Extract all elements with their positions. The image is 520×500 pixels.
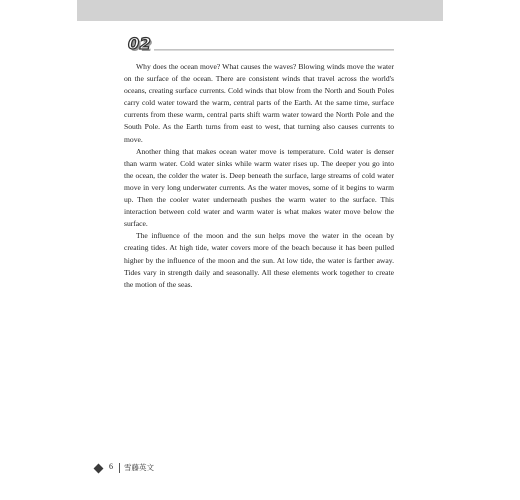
paragraph-2: Another thing that makes ocean water move is temperature. Cold water is denser than warm water. Cold water sinks while warm water rises up. The deeper you go into the ocean, the colder the water is. Deep beneath the surface, large streams of cold water move in very long underwater currents. As the water moves, some of it begins to warm up. Then the cooler water underneath pushes the warm water to the surface. This interaction between cold water and warm water is what makes water move below the surface.	[124, 146, 394, 229]
footer-diamond-icon	[94, 464, 104, 474]
section-number-badge: 02	[128, 34, 152, 53]
page-top-band	[77, 0, 443, 21]
paragraph-3: The influence of the moon and the sun helps move the water in the ocean by creating tides. At high tide, water covers more of the beach because it has been pulled higher by the influence of the moon and the sun. At low tide, the water is farther away. Tides vary in strength daily and seasonally. All these elements work together to create the motion of the seas.	[124, 231, 394, 289]
paragraph-1: Why does the ocean move? What causes the waves? Blowing winds move the water on the surface of the ocean. There are consistent winds that travel across the world's oceans, creating surface currents. Cold winds that blow from the North and South Poles carry cold water toward the warm, central parts of the Earth. At the same time, surface currents from these warm, central parts shift warm water toward the North Pole and the South Pole. As the Earth turns from east to west, that turning also causes currents to move.	[124, 62, 394, 144]
header-rule	[154, 49, 394, 51]
article-body	[124, 61, 394, 291]
page-number: 6	[109, 462, 113, 471]
page-footer	[95, 462, 215, 476]
footer-divider	[119, 463, 120, 473]
section-header	[124, 33, 394, 55]
book-title: 雪藤英文	[124, 463, 154, 472]
